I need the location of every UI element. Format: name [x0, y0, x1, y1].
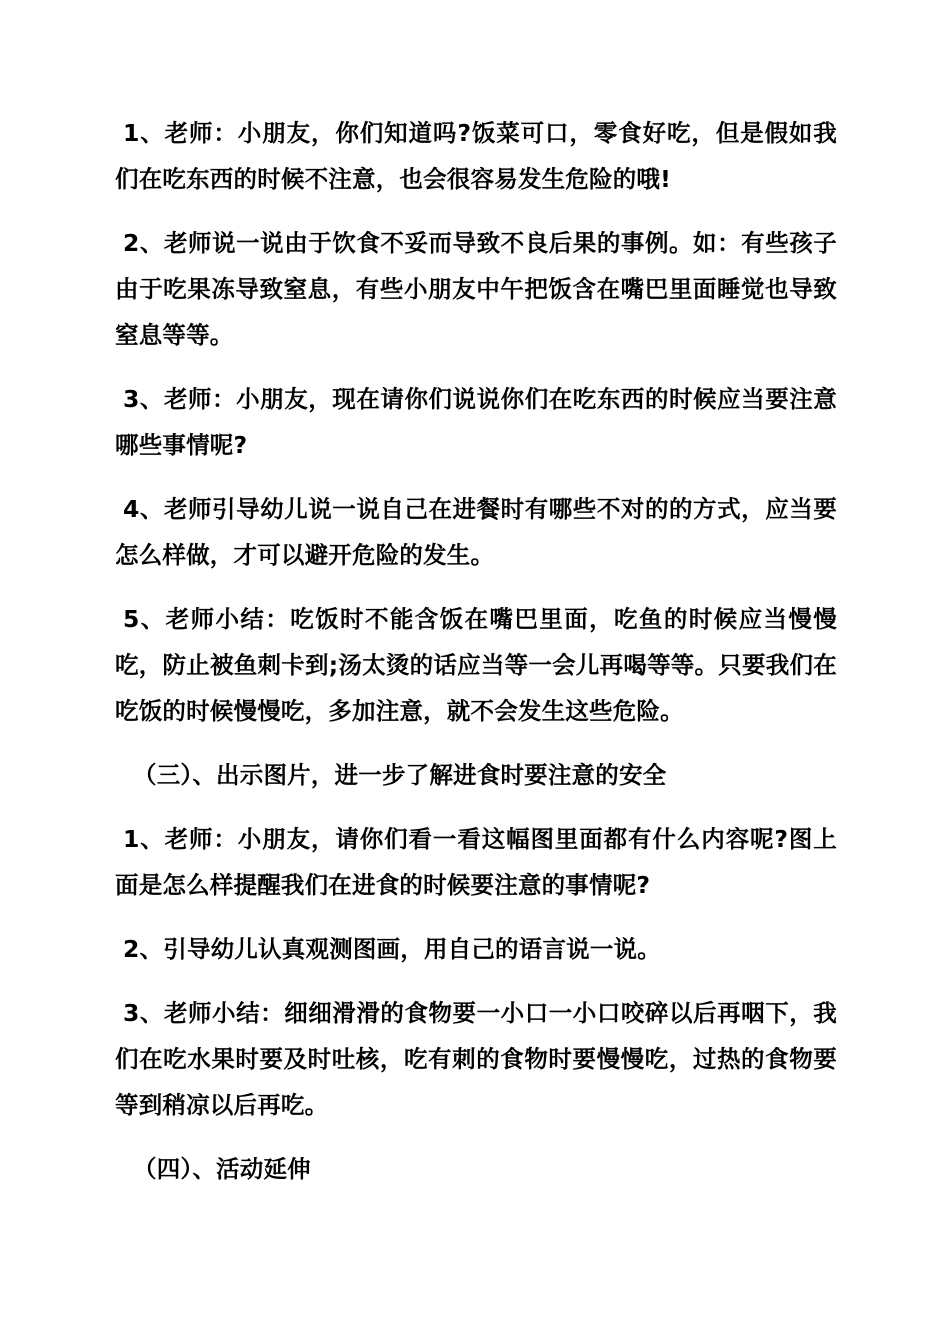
- section-heading-3: （三）、出示图片，进一步了解进食时要注意的安全: [133, 761, 667, 789]
- paragraph-item-7: 2、引导幼儿认真观测图画，用自己的语言说一说。: [123, 935, 661, 963]
- paragraph-item-8: 3、老师小结：细细滑滑的食物要一小口一小口咬碎以后再咽下，我们在吃水果时要及时吐核，吃有刺的食物时要慢慢吃，过热的食物要等到稍凉以后再吃。: [115, 999, 837, 1119]
- paragraph-item-5: 5、老师小结：吃饭时不能含饭在嘴巴里面，吃鱼的时候应当慢慢吃，防止被鱼刺卡到;汤太烫的话应当等一会儿再喝等等。只要我们在吃饭的时候慢慢吃，多加注意，就不会发生这些危险。: [115, 605, 837, 725]
- paragraph-item-1: 1、老师：小朋友，你们知道吗?饭菜可口，零食好吃，但是假如我们在吃东西的时候不注意，也会很容易发生危险的哦!: [115, 119, 837, 193]
- paragraph-item-4: 4、老师引导幼儿说一说自己在进餐时有哪些不对的的方式，应当要怎么样做，才可以避开危险的发生。: [115, 495, 837, 569]
- section-heading-4: （四）、活动延伸: [133, 1155, 311, 1183]
- paragraph-item-6: 1、老师：小朋友，请你们看一看这幅图里面都有什么内容呢?图上面是怎么样提醒我们在进食的时候要注意的事情呢?: [115, 825, 837, 899]
- paragraph-item-3: 3、老师：小朋友，现在请你们说说你们在吃东西的时候应当要注意哪些事情呢?: [115, 385, 837, 459]
- paragraph-item-2: 2、老师说一说由于饮食不妥而导致不良后果的事例。如：有些孩子由于吃果冻导致窒息，有些小朋友中午把饭含在嘴巴里面睡觉也导致窒息等等。: [115, 229, 837, 349]
- document-page: [115, 110, 837, 1210]
